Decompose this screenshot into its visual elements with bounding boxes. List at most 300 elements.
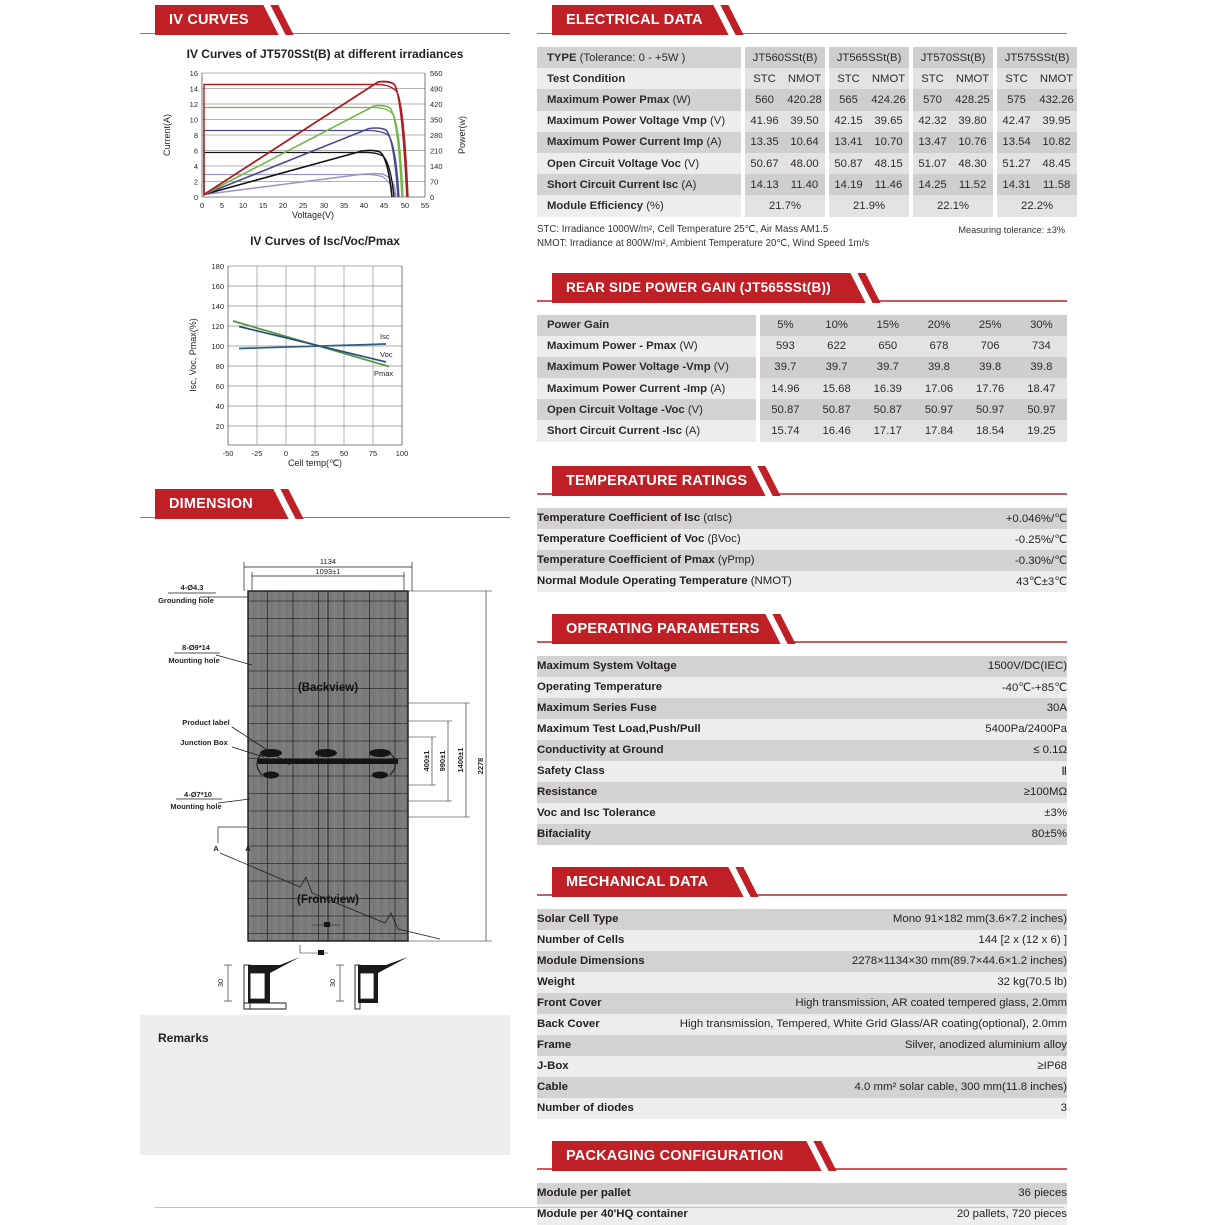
cell: 570 <box>913 89 952 110</box>
section-banner-packaging <box>537 1141 1067 1171</box>
table-row <box>537 315 1067 336</box>
row-value: 32 kg(70.5 lb) <box>997 976 1067 989</box>
table-row <box>537 824 1067 845</box>
svg-text:40: 40 <box>359 201 369 210</box>
cell: 17.76 <box>965 378 1016 399</box>
right-gutter <box>1074 0 1214 1214</box>
svg-text:14: 14 <box>189 84 198 94</box>
cell: 17.06 <box>913 378 964 399</box>
svg-text:5: 5 <box>219 201 225 210</box>
table-row <box>537 420 1067 441</box>
section-banner-temperature <box>537 466 1067 496</box>
gain-header: 30% <box>1016 315 1067 336</box>
cell: 48.15 <box>868 153 909 174</box>
cell: 13.41 <box>829 132 868 153</box>
table-row <box>537 550 1067 571</box>
cell: 424.26 <box>868 89 909 110</box>
chart2-grid <box>228 266 402 445</box>
row-label: Number of diodes <box>537 1102 634 1115</box>
row-label: Temperature Coefficient of Isc <box>537 512 701 525</box>
row-label: Maximum Power Voltage Vmp <box>547 115 707 128</box>
table-row <box>537 153 1077 174</box>
cell: 50.87 <box>760 399 811 420</box>
svg-text:990±1: 990±1 <box>438 750 447 772</box>
row-label: Module Dimensions <box>537 955 645 968</box>
power-gain-label: Power Gain <box>537 315 756 336</box>
cell: 420.28 <box>784 89 825 110</box>
table-row <box>537 719 1067 740</box>
row-value: 5400Pa/2400Pa <box>985 723 1067 736</box>
cell: 21.7% <box>745 195 825 216</box>
svg-text:1093±1: 1093±1 <box>315 567 341 576</box>
svg-text:210: 210 <box>430 146 443 156</box>
row-unit: (V) <box>710 115 726 128</box>
section-banner-mechanical <box>537 867 1067 897</box>
row-label: Maximum Power Current -Imp <box>547 382 708 395</box>
svg-text:0: 0 <box>430 193 435 202</box>
cell: 560 <box>745 89 784 110</box>
table-row <box>537 529 1067 550</box>
svg-text:420: 420 <box>430 100 443 109</box>
row-label: Open Circuit Voltage Voc <box>547 157 681 170</box>
row-unit: (βVoc) <box>707 533 741 546</box>
row-unit: (NMOT) <box>750 575 792 588</box>
svg-text:560: 560 <box>430 69 443 78</box>
right-column <box>537 0 1074 1225</box>
svg-text:Voltage(V): Voltage(V) <box>291 210 335 220</box>
section-title-rear-gain: REAR SIDE POWER GAIN (JT565SSt(B)) <box>552 273 845 303</box>
row-unit: (A) <box>685 425 701 438</box>
row-unit: (V) <box>687 403 703 416</box>
row-label: Module Efficiency <box>547 199 644 212</box>
table-row <box>537 993 1067 1014</box>
row-value: 30A <box>1046 702 1067 715</box>
row-label: Back Cover <box>537 1018 600 1031</box>
cell: 22.1% <box>913 195 993 216</box>
cell: 39.65 <box>868 111 909 132</box>
svg-text:Current(A): Current(A) <box>162 113 172 157</box>
table-row <box>537 1056 1067 1077</box>
svg-text:120: 120 <box>211 322 224 331</box>
row-label: Temperature Coefficient of Pmax <box>537 554 715 567</box>
svg-text:80: 80 <box>215 362 224 371</box>
row-label: Short Circuit Current Isc <box>547 178 679 191</box>
svg-text:4-Ø7*10: 4-Ø7*10 <box>184 790 212 799</box>
cell: 734 <box>1016 336 1067 357</box>
cell: 706 <box>965 336 1016 357</box>
cond-nmot: NMOT <box>784 68 825 89</box>
table-row <box>537 89 1077 110</box>
section-title-iv-curves: IV CURVES <box>155 5 263 35</box>
row-label: Cable <box>537 1081 569 1094</box>
cell: 13.47 <box>913 132 952 153</box>
row-label: Maximum Power Pmax <box>547 93 670 106</box>
cell: 11.40 <box>784 174 825 195</box>
cell: 39.8 <box>1016 357 1067 378</box>
svg-text:Mounting hole: Mounting hole <box>168 656 220 665</box>
section-banner-electrical <box>537 5 1067 35</box>
cell: 622 <box>811 336 862 357</box>
table-row <box>537 803 1067 824</box>
cell: 432.26 <box>1036 89 1077 110</box>
svg-text:30: 30 <box>319 201 329 210</box>
row-label: Open Circuit Voltage -Voc <box>547 403 685 416</box>
cell: 42.32 <box>913 111 952 132</box>
table-row <box>537 698 1067 719</box>
table-row <box>537 571 1067 592</box>
cell: 16.39 <box>862 378 913 399</box>
svg-text:2: 2 <box>193 177 198 187</box>
cell: 11.52 <box>952 174 993 195</box>
svg-text:-50: -50 <box>222 449 234 458</box>
svg-text:0: 0 <box>193 193 198 202</box>
cell: 13.35 <box>745 132 784 153</box>
svg-text:Product label: Product label <box>182 718 230 727</box>
svg-text:180: 180 <box>211 262 224 271</box>
cell: 565 <box>829 89 868 110</box>
table-row <box>537 132 1077 153</box>
table-row <box>537 1098 1067 1119</box>
cond-stc: STC <box>997 68 1036 89</box>
cell: 48.45 <box>1036 153 1077 174</box>
note-stc: STC: Irradiance 1000W/m², Cell Temperature 25℃, Air Mass AM1.5 <box>537 223 829 235</box>
table-row <box>537 357 1067 378</box>
row-value: 36 pieces <box>1018 1187 1067 1200</box>
svg-text:35: 35 <box>339 201 349 210</box>
measuring-tolerance: Measuring tolerance: ±3% <box>958 224 1065 235</box>
cond-nmot: NMOT <box>952 68 993 89</box>
table-row <box>537 930 1067 951</box>
table-row <box>537 656 1067 677</box>
cond-nmot: NMOT <box>868 68 909 89</box>
row-label: Safety Class <box>537 765 605 778</box>
row-unit: (V) <box>684 157 700 170</box>
row-value: Ⅱ <box>1061 766 1067 779</box>
svg-text:Mounting hole: Mounting hole <box>170 802 222 811</box>
cell: 14.19 <box>829 174 868 195</box>
row-value: 3 <box>1060 1102 1067 1115</box>
cell: 50.67 <box>745 153 784 174</box>
table-row <box>537 68 1077 89</box>
svg-text:30: 30 <box>328 978 337 988</box>
cell: 39.50 <box>784 111 825 132</box>
table-row <box>537 1014 1067 1035</box>
table-row <box>537 1183 1067 1204</box>
svg-text:0: 0 <box>283 449 289 458</box>
svg-text:1134: 1134 <box>319 557 337 566</box>
cell: 678 <box>913 336 964 357</box>
table-row <box>537 740 1067 761</box>
row-label: Operating Temperature <box>537 681 663 694</box>
cell: 10.82 <box>1036 132 1077 153</box>
note-nmot: NMOT: Irradiance at 800W/m², Ambient Temperature 20℃, Wind Speed 1m/s <box>537 237 870 249</box>
svg-text:10: 10 <box>189 115 198 125</box>
cell: 14.96 <box>760 378 811 399</box>
table-row <box>537 508 1067 529</box>
svg-text:Grounding hole: Grounding hole <box>158 596 214 605</box>
row-label: Module per pallet <box>537 1187 631 1200</box>
svg-text:55: 55 <box>420 201 430 210</box>
chart-isc-voc-pmax <box>140 252 510 467</box>
cell: 13.54 <box>997 132 1036 153</box>
cell: 19.25 <box>1016 420 1067 441</box>
table-row <box>537 336 1067 357</box>
table-row <box>537 1077 1067 1098</box>
table-row <box>537 111 1077 132</box>
table-row <box>537 782 1067 803</box>
svg-text:20: 20 <box>278 201 288 210</box>
svg-text:4-Ø4.3: 4-Ø4.3 <box>180 583 204 592</box>
cell: 17.84 <box>913 420 964 441</box>
cell: 11.58 <box>1036 174 1077 195</box>
section-title-packaging: PACKAGING CONFIGURATION <box>552 1141 798 1171</box>
cell: 22.2% <box>997 195 1077 216</box>
row-value: -40℃-+85℃ <box>1001 682 1067 695</box>
cond-stc: STC <box>913 68 952 89</box>
table-row <box>537 399 1067 420</box>
svg-text:490: 490 <box>430 84 443 94</box>
cell: 15.74 <box>760 420 811 441</box>
chart1-title: IV Curves of JT570SSt(B) at different irradiances <box>186 47 464 61</box>
row-value: 2278×1134×30 mm(89.7×44.6×1.2 inches) <box>851 955 1067 968</box>
cond-stc: STC <box>829 68 868 89</box>
svg-text:0: 0 <box>199 201 205 210</box>
row-unit: (W) <box>672 93 691 106</box>
row-label: Module per 40'HQ container <box>537 1208 688 1221</box>
table-row <box>537 174 1077 195</box>
section-banner-operating <box>537 614 1067 644</box>
svg-text:75: 75 <box>368 449 378 458</box>
cell: 10.76 <box>952 132 993 153</box>
cond-nmot: NMOT <box>1036 68 1077 89</box>
row-value: 20 pallets, 720 pieces <box>956 1208 1067 1221</box>
section-banner-iv-curves <box>140 5 510 35</box>
table-row <box>537 909 1067 930</box>
section-title-dimension: DIMENSION <box>155 489 267 519</box>
svg-text:Cell temp(℃): Cell temp(℃) <box>287 458 343 468</box>
svg-text:A: A <box>213 844 219 853</box>
svg-text:8: 8 <box>193 131 198 140</box>
cell: 14.25 <box>913 174 952 195</box>
row-label: Maximum Series Fuse <box>537 702 657 715</box>
svg-text:Isc: Isc <box>380 332 390 341</box>
cell: 14.13 <box>745 174 784 195</box>
gain-header: 5% <box>760 315 811 336</box>
section-title-electrical: ELECTRICAL DATA <box>552 5 717 35</box>
row-label: Maximum Test Load,Push/Pull <box>537 723 701 736</box>
model-3: JT575SSt(B) <box>997 47 1077 68</box>
row-label: Maximum Power Voltage -Vmp <box>547 361 711 374</box>
svg-text:400±1: 400±1 <box>422 750 431 772</box>
packaging-configuration-table <box>537 1183 1067 1225</box>
svg-text:Voc: Voc <box>380 350 393 359</box>
cell: 10.64 <box>784 132 825 153</box>
mechanical-data-table <box>537 909 1067 1119</box>
row-unit: (γPmp) <box>717 554 755 567</box>
row-value: ≤ 0.1Ω <box>1033 744 1067 757</box>
cell: 50.87 <box>829 153 868 174</box>
row-value: +0.046%/℃ <box>1005 513 1067 526</box>
cell: 39.8 <box>965 357 1016 378</box>
svg-text:50: 50 <box>339 449 349 458</box>
gain-header: 25% <box>965 315 1016 336</box>
section-banner-rear-gain <box>537 273 1067 303</box>
svg-text:(Backview): (Backview) <box>297 682 359 694</box>
row-value: High transmission, AR coated tempered glass, 2.0mm <box>795 997 1067 1010</box>
chart2-title: IV Curves of Isc/Voc/Pmax <box>250 234 400 248</box>
cond-stc: STC <box>745 68 784 89</box>
row-value: Silver, anodized aluminium alloy <box>904 1039 1067 1052</box>
row-value: ≥100MΩ <box>1023 786 1067 799</box>
svg-text:2278: 2278 <box>476 757 485 775</box>
svg-text:Power(w): Power(w) <box>457 115 467 155</box>
cell: 21.9% <box>829 195 909 216</box>
section-title-operating: OPERATING PARAMETERS <box>552 614 774 644</box>
table-row <box>537 195 1077 216</box>
cell: 15.68 <box>811 378 862 399</box>
row-value: 1500V/DC(IEC) <box>987 660 1067 673</box>
table-row <box>537 677 1067 698</box>
svg-text:-25: -25 <box>251 449 263 458</box>
table-row <box>537 47 1077 68</box>
cell: 11.46 <box>868 174 909 195</box>
row-label: Voc and Isc Tolerance <box>537 807 656 820</box>
cell: 18.54 <box>965 420 1016 441</box>
svg-text:160: 160 <box>211 282 224 291</box>
row-label: Bifaciality <box>537 828 591 841</box>
cell: 39.80 <box>952 111 993 132</box>
cell: 42.15 <box>829 111 868 132</box>
cell: 39.8 <box>913 357 964 378</box>
svg-text:4: 4 <box>193 162 198 171</box>
row-value: 43℃±3℃ <box>1016 576 1067 589</box>
svg-text:15: 15 <box>258 201 268 210</box>
type-label: TYPE <box>547 51 577 64</box>
row-label: Conductivity at Ground <box>537 744 664 757</box>
svg-text:(Frontview): (Frontview) <box>297 894 359 906</box>
row-label: Maximum System Voltage <box>537 660 677 673</box>
svg-text:6: 6 <box>193 146 198 156</box>
left-gutter <box>0 0 140 1214</box>
svg-text:10: 10 <box>238 201 248 210</box>
cell: 18.47 <box>1016 378 1067 399</box>
test-condition-label: Test Condition <box>537 68 741 89</box>
row-value: ±3% <box>1044 807 1067 820</box>
svg-text:Isc, Voc, Pmax(%): Isc, Voc, Pmax(%) <box>188 318 198 392</box>
cell: 17.17 <box>862 420 913 441</box>
gain-header: 15% <box>862 315 913 336</box>
cell: 51.27 <box>997 153 1036 174</box>
svg-text:25: 25 <box>298 201 308 210</box>
row-unit: (%) <box>646 199 664 212</box>
cell: 48.00 <box>784 153 825 174</box>
cell: 575 <box>997 89 1036 110</box>
row-unit: (A) <box>710 382 726 395</box>
row-unit: (A) <box>706 136 722 149</box>
svg-text:100: 100 <box>395 449 409 458</box>
cell: 39.7 <box>811 357 862 378</box>
svg-text:40: 40 <box>215 402 224 411</box>
row-value: Mono 91×182 mm(3.6×7.2 inches) <box>892 913 1067 926</box>
cell: 650 <box>862 336 913 357</box>
cell: 428.25 <box>952 89 993 110</box>
model-1: JT565SSt(B) <box>829 47 909 68</box>
section-title-temperature: TEMPERATURE RATINGS <box>552 466 761 496</box>
row-value: -0.30%/℃ <box>1014 555 1067 568</box>
dimension-drawing <box>140 531 510 1001</box>
svg-text:350: 350 <box>430 115 443 125</box>
row-value: 80±5% <box>1031 828 1067 841</box>
row-value: 144 [2 x (12 x 6) ] <box>978 934 1067 947</box>
operating-parameters-table <box>537 656 1067 845</box>
row-label: J-Box <box>537 1060 569 1073</box>
cell: 50.97 <box>965 399 1016 420</box>
cell: 14.31 <box>997 174 1036 195</box>
cell: 50.87 <box>811 399 862 420</box>
svg-text:20: 20 <box>215 422 224 431</box>
cell: 10.70 <box>868 132 909 153</box>
row-label: Frame <box>537 1039 572 1052</box>
svg-text:25: 25 <box>310 449 320 458</box>
page-bottom-rule <box>155 1207 1064 1208</box>
cell: 16.46 <box>811 420 862 441</box>
electrical-notes <box>537 223 1067 251</box>
row-value: ≥IP68 <box>1037 1060 1067 1073</box>
cell: 39.7 <box>760 357 811 378</box>
svg-text:Pmax: Pmax <box>374 369 394 378</box>
svg-text:100: 100 <box>211 342 224 351</box>
electrical-data-table <box>537 47 1077 217</box>
row-label: Front Cover <box>537 997 602 1010</box>
gain-header: 20% <box>913 315 964 336</box>
row-label: Number of Cells <box>537 934 625 947</box>
row-label: Maximum Power Current Imp <box>547 136 704 149</box>
row-label: Normal Module Operating Temperature <box>537 575 748 588</box>
cell: 50.97 <box>1016 399 1067 420</box>
cell: 39.7 <box>862 357 913 378</box>
rear-gain-table <box>537 315 1067 442</box>
cell: 39.95 <box>1036 111 1077 132</box>
svg-text:280: 280 <box>430 131 443 140</box>
row-value: -0.25%/℃ <box>1014 534 1067 547</box>
svg-text:A: A <box>245 844 251 853</box>
model-2: JT570SSt(B) <box>913 47 993 68</box>
svg-text:16: 16 <box>189 69 198 78</box>
svg-text:50: 50 <box>400 201 410 210</box>
cell: 51.07 <box>913 153 952 174</box>
row-label: Weight <box>537 976 575 989</box>
cell: 48.30 <box>952 153 993 174</box>
svg-text:1400±1: 1400±1 <box>456 747 465 773</box>
row-label: Short Circuit Current -Isc <box>547 425 682 438</box>
row-value: 4.0 mm² solar cable, 300 mm(11.8 inches) <box>854 1081 1067 1094</box>
svg-text:8-Ø9*14: 8-Ø9*14 <box>182 643 210 652</box>
remarks-box <box>140 1015 510 1155</box>
table-row <box>537 1035 1067 1056</box>
temperature-ratings-table <box>537 508 1067 592</box>
cell: 41.96 <box>745 111 784 132</box>
row-label: Maximum Power - Pmax <box>547 340 677 353</box>
model-0: JT560SSt(B) <box>745 47 825 68</box>
row-value: High transmission, Tempered, White Grid Glass/AR coating(optional), 2.0mm <box>679 1018 1067 1031</box>
row-unit: (A) <box>681 178 697 191</box>
svg-text:140: 140 <box>430 162 443 171</box>
row-unit: (αIsc) <box>703 512 732 525</box>
remarks-title: Remarks <box>158 1031 209 1045</box>
svg-text:60: 60 <box>215 382 224 391</box>
row-label: Resistance <box>537 786 598 799</box>
svg-text:Junction Box: Junction Box <box>180 738 228 747</box>
